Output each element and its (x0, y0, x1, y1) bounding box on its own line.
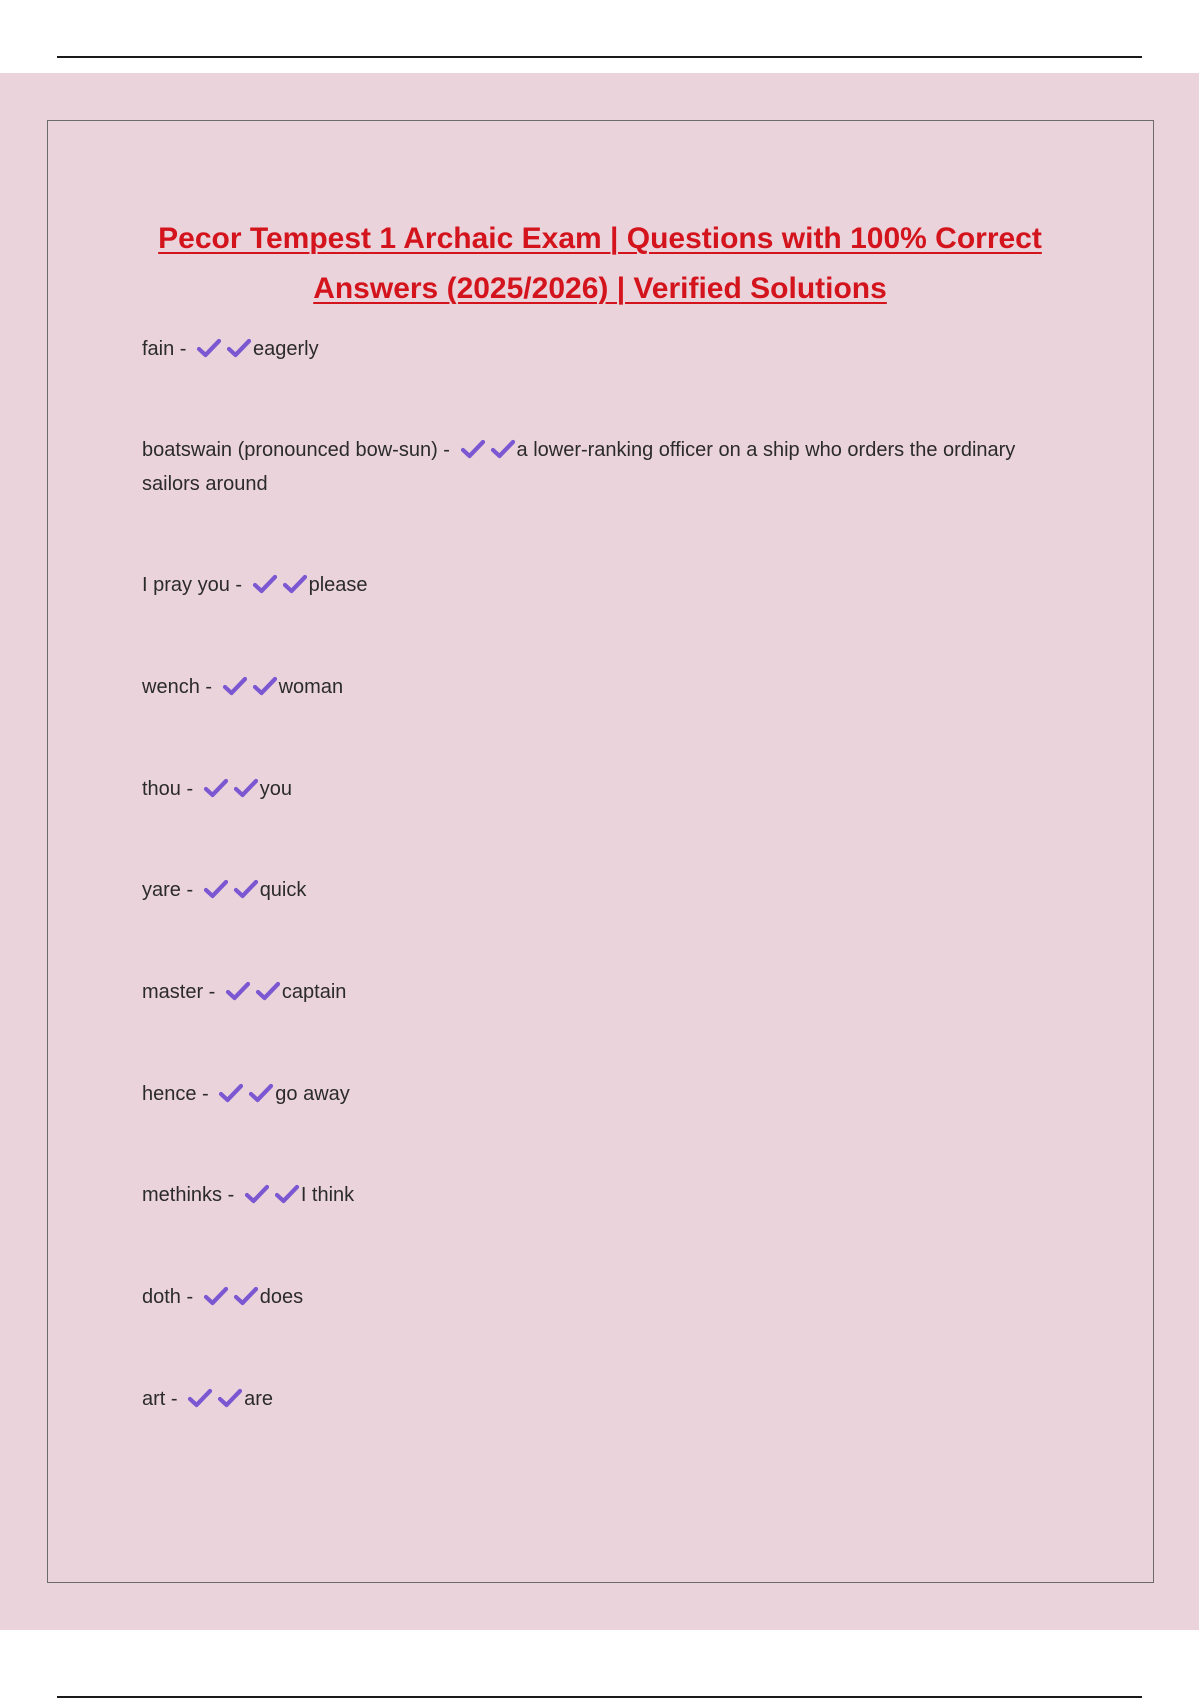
entry-term: thou (142, 778, 181, 800)
checkmark-icon (225, 980, 251, 1002)
checkmark-icon (252, 573, 278, 595)
flashcard-entry (142, 1178, 1042, 1212)
checkmark-icon (203, 1285, 229, 1307)
footer-rule (57, 1696, 1142, 1698)
document-title: Pecor Tempest 1 Archaic Exam | Questions with 100% Correct Answers (2025/2026) | Verified Solutions (158, 222, 1042, 305)
checkmark-icon (248, 1082, 274, 1104)
checkmark-icon (460, 438, 486, 460)
entry-definition: I think (300, 1184, 355, 1206)
entry-separator: - (180, 1286, 199, 1308)
entry-term: doth (142, 1286, 181, 1308)
checkmark-icon (244, 1183, 270, 1205)
checkmark-icon (282, 573, 308, 595)
checkmark-icon (196, 337, 222, 359)
checkmark-icon (222, 675, 248, 697)
entry-definition: quick (259, 879, 307, 901)
entry-definition: does (259, 1286, 304, 1308)
flashcard-entry (142, 873, 1042, 907)
flashcard-entry (142, 1280, 1042, 1314)
flashcard-entry (142, 975, 1042, 1009)
checkmark-icon (233, 878, 259, 900)
entry-separator: - (437, 439, 456, 461)
entry-term: hence (142, 1083, 197, 1105)
entry-definition: captain (281, 981, 347, 1003)
checkmark-icon (218, 1082, 244, 1104)
flashcard-entry (142, 1382, 1042, 1416)
entry-separator: - (199, 676, 218, 698)
entry-term: wench (142, 676, 200, 698)
entry-separator: - (174, 338, 193, 360)
flashcard-entry (142, 670, 1042, 704)
checkmark-icon (252, 675, 278, 697)
entry-definition: a lower-ranking officer on a ship who orders the ordinary sailors around (142, 439, 1016, 495)
flashcard-entry (142, 433, 1042, 501)
checkmark-icon (226, 337, 252, 359)
entry-definition: are (244, 1388, 274, 1410)
flashcard-entry (142, 772, 1042, 806)
flashcard-entry (142, 568, 1042, 602)
entry-definition: eagerly (253, 338, 319, 360)
entry-term: yare (142, 879, 181, 901)
checkmark-icon (490, 438, 516, 460)
entry-definition: woman (278, 676, 344, 698)
entry-separator: - (229, 574, 248, 596)
entry-separator: - (222, 1184, 240, 1206)
checkmark-icon (203, 777, 229, 799)
entry-term: boatswain (pronounced bow-sun) (142, 439, 438, 461)
checkmark-icon (203, 878, 229, 900)
entry-definition: you (259, 778, 292, 800)
entry-term: methinks (142, 1184, 223, 1206)
entry-separator: - (203, 981, 221, 1003)
flashcard-entry (142, 332, 1042, 366)
entry-term: I pray you (142, 574, 230, 596)
entry-definition: please (308, 574, 368, 596)
entry-separator: - (180, 879, 199, 901)
entry-term: fain (142, 338, 175, 360)
checkmark-icon (255, 980, 281, 1002)
checkmark-icon (274, 1183, 300, 1205)
header-rule (57, 56, 1142, 58)
entry-term: art (142, 1388, 166, 1410)
checkmark-icon (187, 1387, 213, 1409)
checkmark-icon (233, 1285, 259, 1307)
entry-separator: - (180, 778, 199, 800)
entry-definition: go away (275, 1083, 350, 1105)
checkmark-icon (217, 1387, 243, 1409)
entry-separator: - (165, 1388, 184, 1410)
flashcard-entry (142, 1077, 1042, 1111)
entry-separator: - (196, 1083, 215, 1105)
checkmark-icon (233, 777, 259, 799)
entry-term: master (142, 981, 204, 1003)
